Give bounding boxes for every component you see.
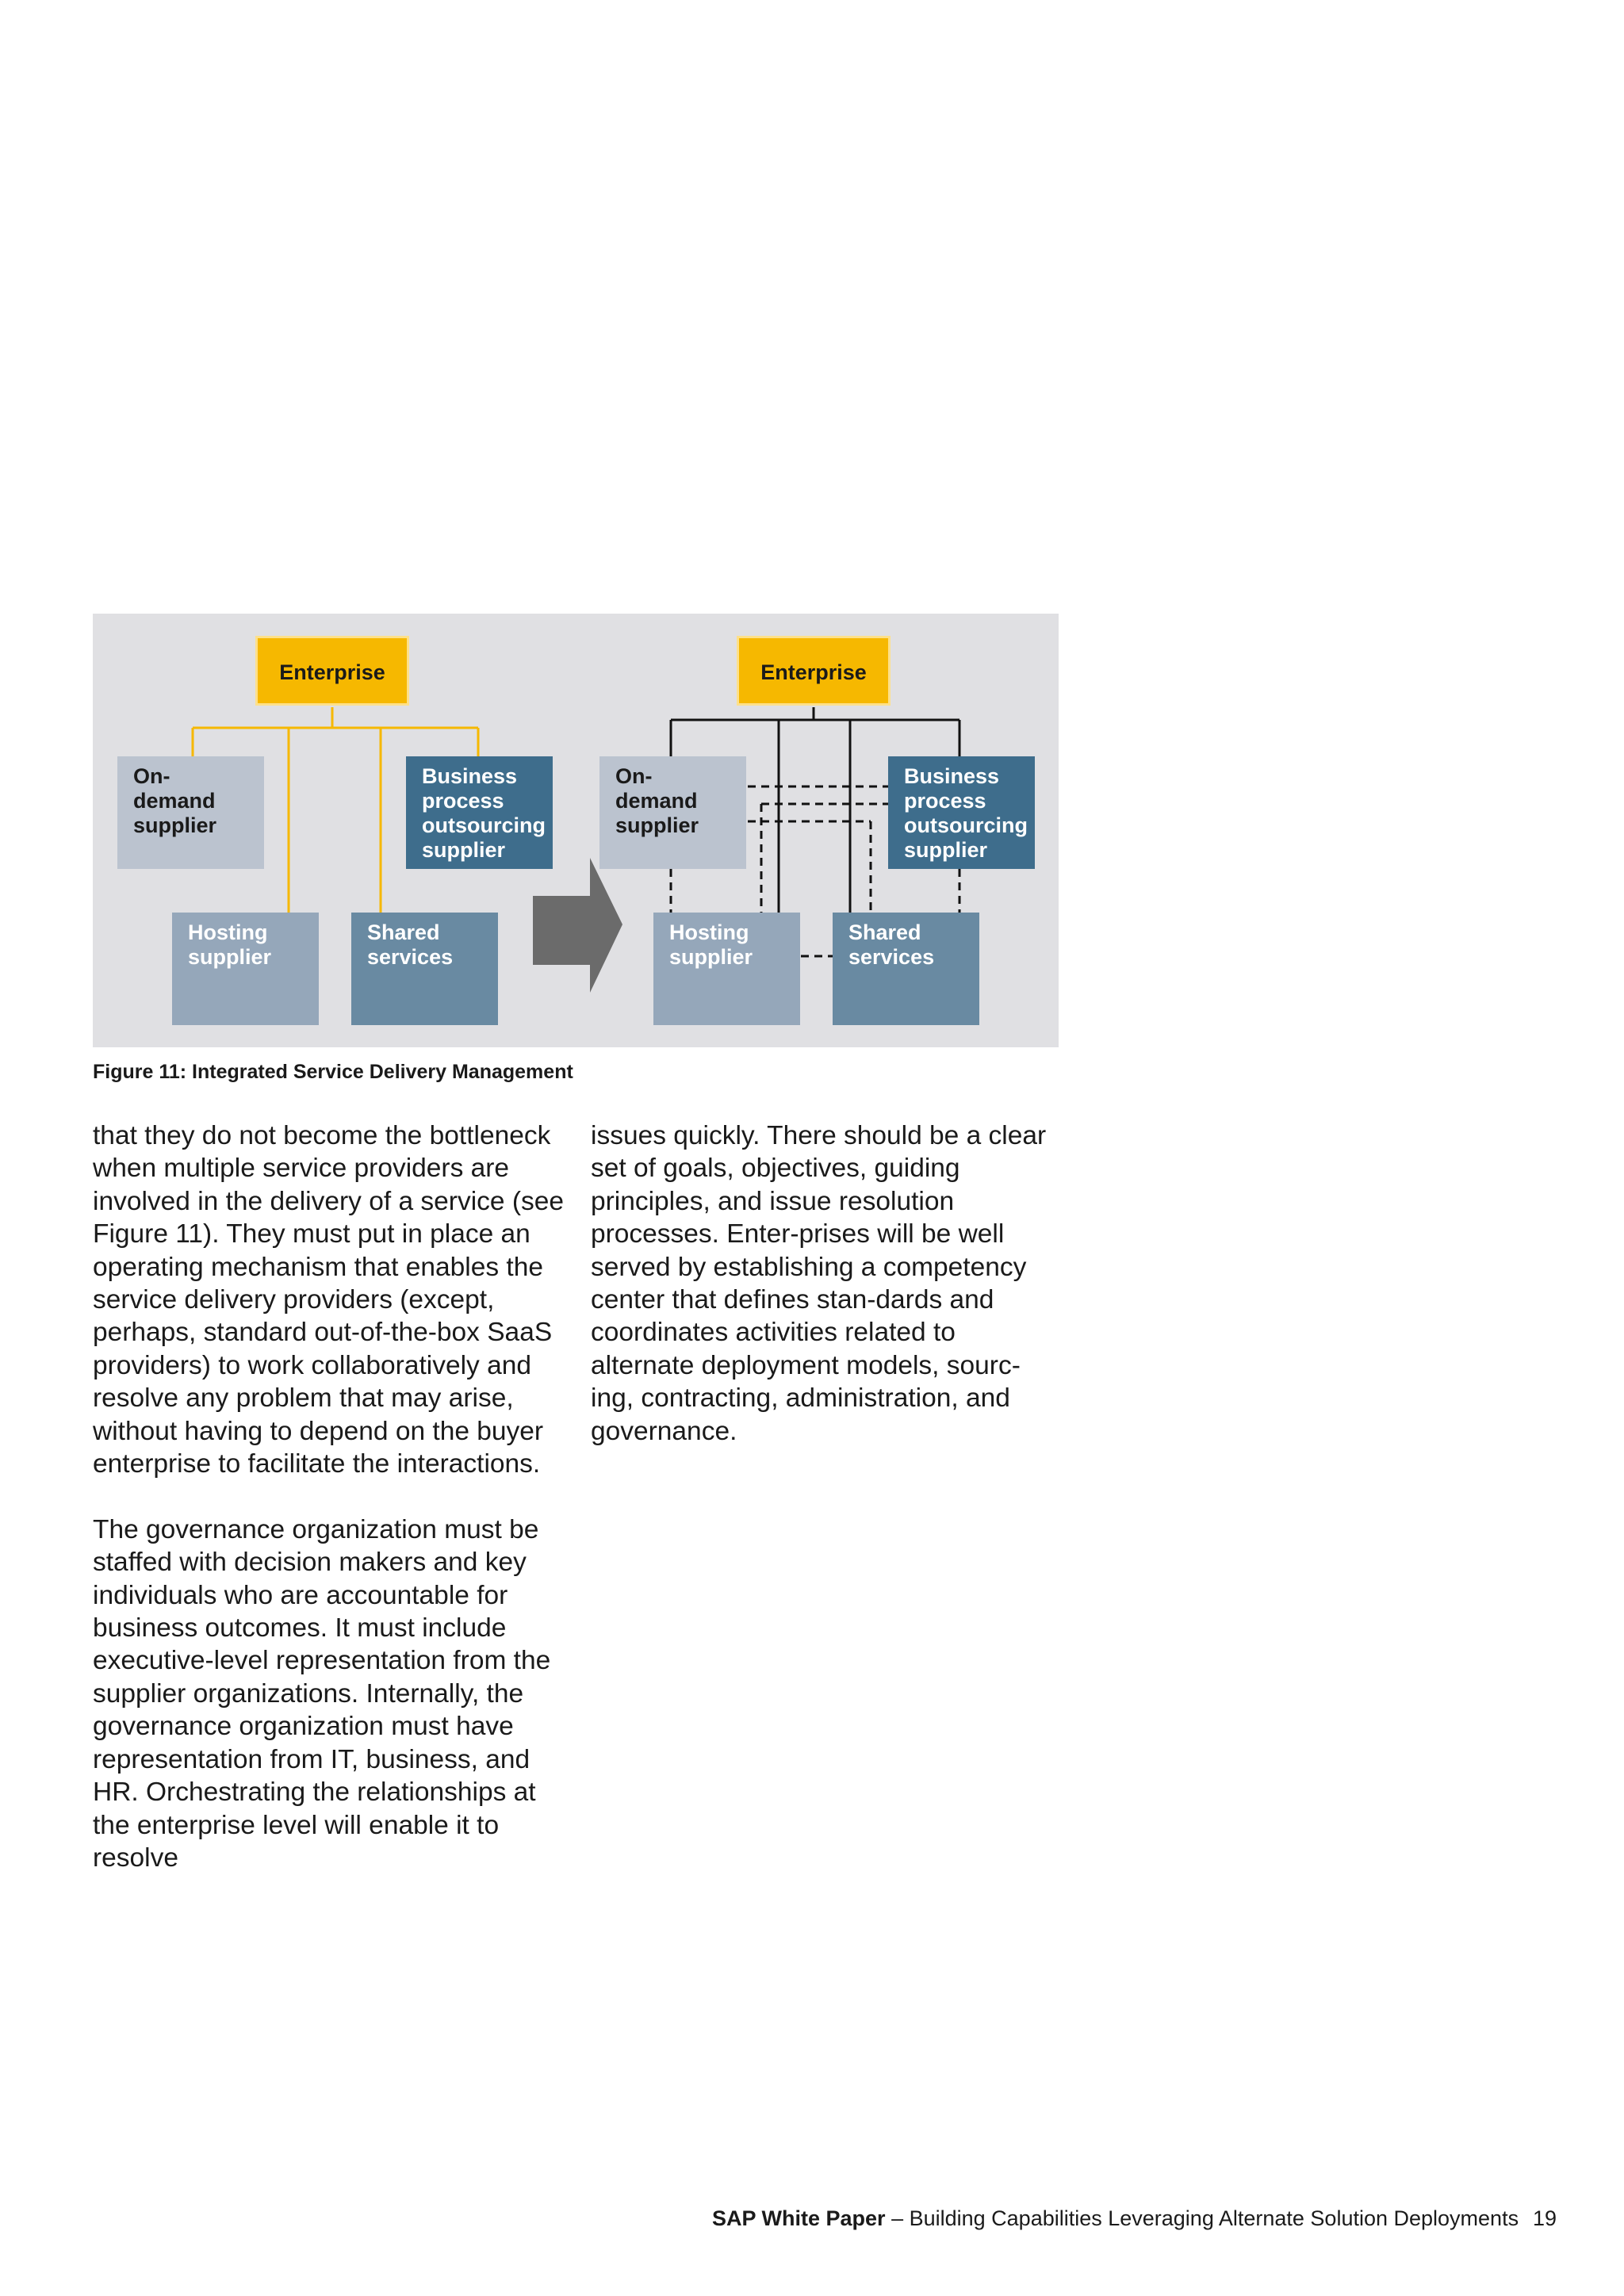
left-hosting-label: Hosting supplier xyxy=(188,920,272,969)
text-column-right xyxy=(591,1119,1063,1480)
page-number: 19 xyxy=(1533,2206,1557,2230)
left-shared-services-box xyxy=(351,913,498,1025)
right-on-demand-supplier-box xyxy=(599,756,746,869)
right-shared-services-box xyxy=(833,913,979,1025)
left-enterprise-box xyxy=(258,638,407,703)
left-bpo-supplier-box xyxy=(406,756,553,869)
transition-arrow xyxy=(533,858,622,993)
left-hosting-supplier-box xyxy=(172,913,319,1025)
paragraph: that they do not become the bottleneck when multiple service providers are involved in the delivery of a service (see Figure 11). They must put in place an operating mechanism that enables the service delivery providers (except, perhaps, standard out-of-the-box SaaS providers) to work collaboratively and resolve any problem that may arise, without having to depend on the buyer enterprise to facilitate the interactions. xyxy=(93,1121,564,1479)
figure-11-diagram xyxy=(93,614,1059,1047)
text-column-left xyxy=(93,1119,565,1908)
left-bpo-label: Business process outsourcing supplier xyxy=(422,764,546,862)
right-bpo-label: Business process outsourcing supplier xyxy=(904,764,1028,862)
right-enterprise-box xyxy=(739,638,888,703)
figure-caption: Figure 11: Integrated Service Delivery Management xyxy=(93,1061,573,1083)
right-on-demand-label: On-demand supplier xyxy=(615,764,699,837)
footer-brand: SAP White Paper xyxy=(712,2206,886,2230)
left-on-demand-supplier-box xyxy=(117,756,264,869)
left-enterprise-label: Enterprise xyxy=(279,660,385,684)
right-hosting-label: Hosting supplier xyxy=(669,920,753,969)
right-shared-label: Shared services xyxy=(848,920,935,969)
paragraph: issues quickly. There should be a clear set of goals, objectives, guiding principles, and issue resolution processes. Enter-prises will be well served by establishing a competency center that defines stan-dards and coordinates activities related to alternate deployment models, sourc-ing, contracting, administration, and governance. xyxy=(591,1121,1047,1446)
page-footer xyxy=(712,2206,1557,2231)
right-enterprise-label: Enterprise xyxy=(760,660,867,684)
footer-separator: – xyxy=(885,2206,910,2230)
paragraph: The governance organization must be staffed with decision makers and key individuals who are accountable for business outcomes. It must include executive-level representation from the supplier organizations. Internally, the governance organization must have representation from IT, business, and HR. Orchestrating the relationships at the enterprise level will enable it to resolve xyxy=(93,1514,551,1873)
right-hosting-supplier-box xyxy=(653,913,800,1025)
right-bpo-supplier-box xyxy=(888,756,1035,869)
left-on-demand-label: On-demand supplier xyxy=(133,764,217,837)
footer-title: Building Capabilities Leveraging Alternate Solution Deployments xyxy=(909,2206,1519,2230)
left-shared-label: Shared services xyxy=(367,920,454,969)
